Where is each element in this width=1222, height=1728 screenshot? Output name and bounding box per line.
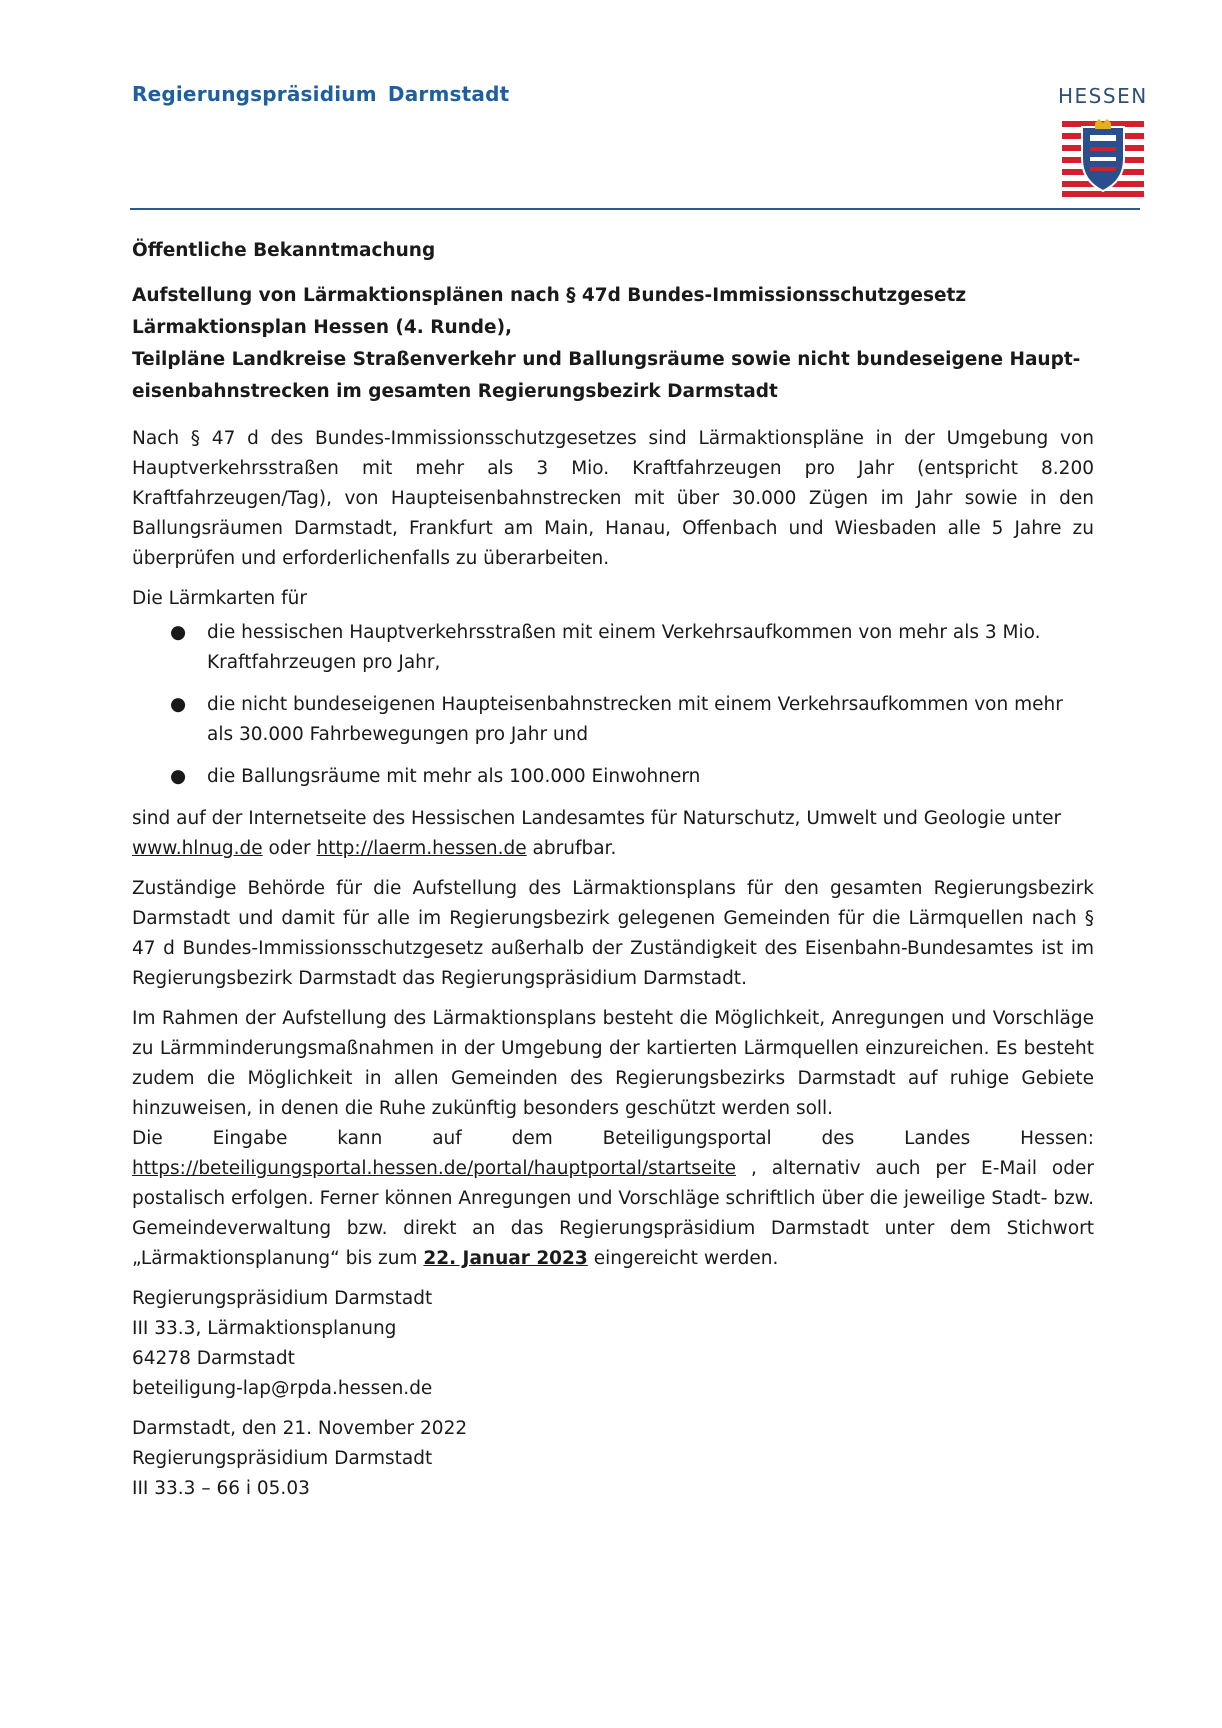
bullet-icon: ● <box>170 622 187 643</box>
availability-text: sind auf der Internetseite des Hessischen Landesamtes für Naturschutz, Umwelt und Geologie unter <box>132 808 1062 829</box>
bullet-icon: ● <box>170 694 187 715</box>
noise-maps-lead: Die Lärmkarten für <box>132 588 308 609</box>
list-item <box>132 618 1094 678</box>
announcement-body <box>132 236 1094 1504</box>
bullet-icon: ● <box>170 766 187 787</box>
submission-text: Die Eingabe kann auf dem Beteiligungsportal des Landes Hessen: <box>132 1128 1094 1149</box>
organization-name: Regierungspräsidium Darmstadt <box>132 82 510 106</box>
reference-number: III 33.3 – 66 i 05.03 <box>132 1478 310 1499</box>
hessen-coat-of-arms-icon <box>1062 119 1144 199</box>
hlnug-link[interactable]: www.hlnug.de <box>132 838 263 859</box>
signature-line: Regierungspräsidium Darmstadt <box>132 1448 433 1469</box>
contact-address <box>132 1284 1094 1404</box>
signature-date: Darmstadt, den 21. November 2022 <box>132 1418 468 1439</box>
list-item <box>132 690 1094 750</box>
title-line: eisenbahnstrecken im gesamten Regierungsbezirk Darmstadt <box>132 381 778 402</box>
deadline-date: 22. Januar 2023 <box>423 1248 588 1269</box>
title-line: Lärmaktionsplan Hessen (4. Runde), <box>132 317 513 338</box>
availability-text: abrufbar. <box>526 838 617 859</box>
list-item <box>132 762 1094 792</box>
header-divider <box>130 208 1140 210</box>
noise-maps-list <box>132 618 1094 792</box>
submission-text: eingereicht werden. <box>587 1248 779 1269</box>
availability-text: oder <box>262 838 317 859</box>
intro-paragraph: Nach § 47 d des Bundes-Immissionsschutzgesetzes sind Lärmaktionspläne in der Umgebung von Hauptverkehrsstraßen mit mehr als 3 Mio. Kraftfahrzeugen pro Jahr (entspricht 8.200 Kraftfahrzeugen/Tag), von Haupteisenbahnstrecken mit über 30.000 Zügen im Jahr sowie in den Ballungsräumen Darmstadt, Frankfurt am Main, Hanau, Offenbach und Wiesbaden alle 5 Jahre zu überprüfen und erforderlichenfalls zu überarbeiten. <box>132 428 1094 569</box>
announcement-heading: Öffentliche Bekanntmachung <box>132 240 436 261</box>
list-item-text: die hessischen Hauptverkehrsstraßen mit einem Verkehrsaufkommen von mehr als 3 Mio. Kraftfahrzeugen pro Jahr, <box>207 622 1041 673</box>
email-address: beteiligung-lap@rpda.hessen.de <box>132 1378 433 1399</box>
signature-block <box>132 1414 1094 1504</box>
hessen-logo-text: HESSEN <box>1058 84 1148 108</box>
beteiligungsportal-link[interactable]: https://beteiligungsportal.hessen.de/portal/hauptportal/startseite <box>132 1158 737 1179</box>
submission-paragraph <box>132 1124 1094 1274</box>
announcement-title <box>132 280 1094 408</box>
laerm-hessen-link[interactable]: http://laerm.hessen.de <box>316 838 527 859</box>
list-item-text: die Ballungsräume mit mehr als 100.000 Einwohnern <box>207 766 701 787</box>
participation-paragraph: Im Rahmen der Aufstellung des Lärmaktionsplans besteht die Möglichkeit, Anregungen und Vorschläge zu Lärmminderungsmaßnahmen in der Umgebung der kartierten Lärmquellen einzureichen. Es besteht zudem die Möglichkeit in allen Gemeinden des Regierungsbezirks Darmstadt auf ruhige Gebiete hinzuweisen, in denen die Ruhe zukünftig besonders geschützt werden soll. <box>132 1008 1094 1119</box>
authority-paragraph: Zuständige Behörde für die Aufstellung des Lärmaktionsplans für den gesamten Regierungsbezirk Darmstadt und damit für alle im Regierungsbezirk gelegenen Gemeinden für die Lärmquellen nach § 47 d Bundes-Immissionsschutzgesetz außerhalb der Zuständigkeit des Eisenbahn-Bundesamtes ist im Regierungsbezirk Darmstadt das Regierungspräsidium Darmstadt. <box>132 878 1094 989</box>
address-line: 64278 Darmstadt <box>132 1348 295 1369</box>
title-line: Aufstellung von Lärmaktionsplänen nach § 47d Bundes-Immissionsschutzgesetz <box>132 285 967 306</box>
submission-text: , alternativ auch per E-Mail oder postalisch erfolgen. Ferner können Anregungen und Vorschläge schriftlich über die jeweilige Stadt- bzw. Gemeindeverwaltung bzw. direkt an das Regierungspräsidium Darmstadt unter dem Stichwort „Lärmaktionsplanung“ bis zum <box>132 1158 1094 1269</box>
address-line: III 33.3, Lärmaktionsplanung <box>132 1318 397 1339</box>
title-line: Teilpläne Landkreise Straßenverkehr und Ballungsräume sowie nicht bundeseigene Haupt- <box>132 349 1081 370</box>
list-item-text: die nicht bundeseigenen Haupteisenbahnstrecken mit einem Verkehrsaufkommen von mehr als 30.000 Fahrbewegungen pro Jahr und <box>207 694 1063 745</box>
address-line: Regierungspräsidium Darmstadt <box>132 1288 433 1309</box>
availability-paragraph <box>132 804 1094 864</box>
